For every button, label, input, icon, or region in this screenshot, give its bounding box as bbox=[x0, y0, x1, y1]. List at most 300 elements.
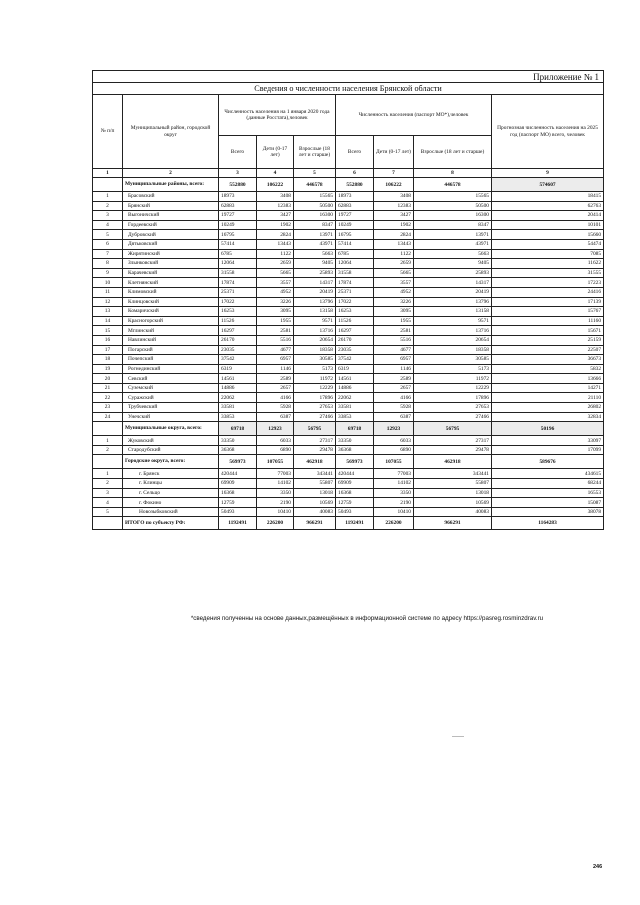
row-value: 4166 bbox=[257, 393, 294, 403]
row-value: 420444 bbox=[219, 469, 257, 479]
table-row bbox=[93, 268, 604, 278]
row-value: 4166 bbox=[374, 393, 414, 403]
row-value: 4677 bbox=[257, 345, 294, 355]
column-number: 7 bbox=[374, 169, 414, 178]
row-value: 13971 bbox=[294, 230, 336, 240]
row-value: 33350 bbox=[219, 436, 257, 446]
row-name: Мглинский bbox=[123, 326, 219, 336]
table-row bbox=[93, 249, 604, 259]
row-value: 17896 bbox=[414, 393, 492, 403]
row-value: 27466 bbox=[414, 412, 492, 422]
scan-artifact bbox=[452, 736, 464, 737]
row-value: 16253 bbox=[219, 307, 257, 317]
row-value: 62883 bbox=[336, 201, 374, 211]
row-label: Муниципальные районы, всего: bbox=[123, 178, 219, 192]
row-value: 15671 bbox=[492, 326, 604, 336]
row-value: 12759 bbox=[336, 498, 374, 508]
row-value: 552880 bbox=[336, 178, 374, 192]
table-row bbox=[93, 239, 604, 249]
row-value: 25371 bbox=[336, 287, 374, 297]
row-value: 23035 bbox=[336, 345, 374, 355]
row-value: 22062 bbox=[219, 393, 257, 403]
row-value: 14317 bbox=[414, 278, 492, 288]
row-value: 5516 bbox=[374, 335, 414, 345]
header-children-passport: Дети (0-17 лет) bbox=[374, 136, 414, 169]
table-row bbox=[93, 220, 604, 230]
header-group-passport: Численность населения (паспорт МО*),человек bbox=[336, 95, 492, 136]
row-value: 13796 bbox=[294, 297, 336, 307]
row-value: 16795 bbox=[336, 230, 374, 240]
table-row bbox=[93, 498, 604, 508]
row-value: 10569 bbox=[414, 498, 492, 508]
row-name: г. Клинцы bbox=[123, 479, 219, 489]
column-number: 3 bbox=[219, 169, 257, 178]
header-num: № п/п bbox=[93, 95, 123, 169]
row-name: Трубчевский bbox=[123, 403, 219, 413]
table-row bbox=[93, 230, 604, 240]
row-number: 22 bbox=[93, 393, 123, 403]
row-value: 13443 bbox=[374, 239, 414, 249]
table-row bbox=[93, 287, 604, 297]
row-number: 10 bbox=[93, 278, 123, 288]
row-value: 107055 bbox=[374, 455, 414, 469]
row-value: 3557 bbox=[374, 278, 414, 288]
appendix-label: Приложение № 1 bbox=[93, 71, 604, 83]
row-label: Городские округа, всего: bbox=[123, 455, 219, 469]
row-value: 3350 bbox=[257, 488, 294, 498]
row-value: 40083 bbox=[294, 507, 336, 517]
row-number bbox=[93, 178, 123, 192]
row-value: 27653 bbox=[414, 403, 492, 413]
table-row bbox=[93, 469, 604, 479]
row-value: 5665 bbox=[374, 268, 414, 278]
row-value: 69718 bbox=[219, 422, 257, 436]
row-value: 18358 bbox=[294, 345, 336, 355]
row-value: 14561 bbox=[219, 374, 257, 384]
row-value: 6890 bbox=[257, 445, 294, 455]
row-value: 3095 bbox=[374, 307, 414, 317]
row-value: 25893 bbox=[414, 268, 492, 278]
table-row bbox=[93, 259, 604, 269]
row-value: 16368 bbox=[336, 488, 374, 498]
row-name: Клетнянский bbox=[123, 278, 219, 288]
row-number: 2 bbox=[93, 445, 123, 455]
row-label: Муниципальные округа, всего: bbox=[123, 422, 219, 436]
row-value: 13158 bbox=[294, 307, 336, 317]
row-value: 3557 bbox=[257, 278, 294, 288]
row-value: 12383 bbox=[374, 201, 414, 211]
row-name: Погарский bbox=[123, 345, 219, 355]
row-number: 15 bbox=[93, 326, 123, 336]
row-number: 11 bbox=[93, 287, 123, 297]
row-name: Суражский bbox=[123, 393, 219, 403]
row-value: 50196 bbox=[492, 422, 604, 436]
row-value: 43971 bbox=[294, 239, 336, 249]
row-value: 13716 bbox=[294, 326, 336, 336]
row-value: 13018 bbox=[294, 488, 336, 498]
row-name: Севский bbox=[123, 374, 219, 384]
row-number: 1 bbox=[93, 436, 123, 446]
row-value: 12229 bbox=[414, 383, 492, 393]
row-value: 14317 bbox=[294, 278, 336, 288]
row-value: 57414 bbox=[336, 239, 374, 249]
row-value: 1122 bbox=[374, 249, 414, 259]
page-number: 246 bbox=[593, 864, 603, 870]
row-number: 3 bbox=[93, 488, 123, 498]
row-value: 13018 bbox=[414, 488, 492, 498]
row-value: 1192491 bbox=[219, 517, 257, 530]
row-number: 20 bbox=[93, 374, 123, 384]
row-name: Навлинский bbox=[123, 335, 219, 345]
row-value: 9405 bbox=[414, 259, 492, 269]
row-name: Красногорский bbox=[123, 316, 219, 326]
row-value: 26170 bbox=[219, 335, 257, 345]
table-row bbox=[93, 307, 604, 317]
row-name: Клинцовский bbox=[123, 297, 219, 307]
row-number bbox=[93, 517, 123, 530]
row-value: 14271 bbox=[492, 383, 604, 393]
row-value: 77003 bbox=[374, 469, 414, 479]
row-value: 20419 bbox=[294, 287, 336, 297]
table-row bbox=[93, 436, 604, 446]
column-number: 6 bbox=[336, 169, 374, 178]
column-number: 5 bbox=[294, 169, 336, 178]
row-value: 15565 bbox=[294, 192, 336, 202]
row-value: 22062 bbox=[336, 393, 374, 403]
header-adults-passport: Взрослые (18 лет и старше) bbox=[414, 136, 492, 169]
row-value: 69909 bbox=[219, 479, 257, 489]
row-value: 37542 bbox=[219, 355, 257, 365]
row-value: 20654 bbox=[414, 335, 492, 345]
column-number: 1 bbox=[93, 169, 123, 178]
row-value: 40083 bbox=[414, 507, 492, 517]
row-value: 31555 bbox=[492, 268, 604, 278]
row-value: 9405 bbox=[294, 259, 336, 269]
row-number: 5 bbox=[93, 507, 123, 517]
row-value: 6957 bbox=[257, 355, 294, 365]
row-value: 343441 bbox=[414, 469, 492, 479]
header-children-rosstat: Дети (0-17 лет) bbox=[257, 136, 294, 169]
row-value: 17874 bbox=[219, 278, 257, 288]
row-value: 38078 bbox=[492, 507, 604, 517]
row-value: 17874 bbox=[336, 278, 374, 288]
row-name: Брасовский bbox=[123, 192, 219, 202]
row-number: 23 bbox=[93, 403, 123, 413]
row-value: 9571 bbox=[414, 316, 492, 326]
table-row bbox=[93, 403, 604, 413]
table-row bbox=[93, 278, 604, 288]
row-value: 14561 bbox=[336, 374, 374, 384]
row-value: 12383 bbox=[257, 201, 294, 211]
row-value: 16795 bbox=[219, 230, 257, 240]
row-value: 10569 bbox=[294, 498, 336, 508]
column-number: 2 bbox=[123, 169, 219, 178]
row-name: Дубровский bbox=[123, 230, 219, 240]
header-group-rosstat: Численность населения на 1 января 2020 года (данные Росстата),человек bbox=[219, 95, 336, 136]
row-value: 12759 bbox=[219, 498, 257, 508]
table-row bbox=[93, 211, 604, 221]
row-name: Злынковский bbox=[123, 259, 219, 269]
row-value: 5663 bbox=[414, 249, 492, 259]
row-value: 15767 bbox=[492, 307, 604, 317]
row-value: 1146 bbox=[257, 364, 294, 374]
row-value: 5928 bbox=[374, 403, 414, 413]
row-value: 36368 bbox=[336, 445, 374, 455]
row-value: 11526 bbox=[219, 316, 257, 326]
header-total-passport: Всего bbox=[336, 136, 374, 169]
row-value: 552880 bbox=[219, 178, 257, 192]
row-number: 2 bbox=[93, 201, 123, 211]
row-value: 26802 bbox=[492, 403, 604, 413]
row-value: 33581 bbox=[219, 403, 257, 413]
row-value: 17022 bbox=[336, 297, 374, 307]
row-value: 62763 bbox=[492, 201, 604, 211]
row-value: 15660 bbox=[492, 230, 604, 240]
row-value: 226200 bbox=[374, 517, 414, 530]
row-value: 14886 bbox=[219, 383, 257, 393]
row-name: Жирятинский bbox=[123, 249, 219, 259]
row-value: 25893 bbox=[294, 268, 336, 278]
row-value: 2190 bbox=[257, 498, 294, 508]
row-number: 14 bbox=[93, 316, 123, 326]
row-value: 56795 bbox=[294, 422, 336, 436]
row-name: Стародубский bbox=[123, 445, 219, 455]
row-value: 13158 bbox=[414, 307, 492, 317]
row-name: г. Брянск bbox=[123, 469, 219, 479]
row-value: 2824 bbox=[374, 230, 414, 240]
row-value: 16300 bbox=[414, 211, 492, 221]
row-value: 19727 bbox=[336, 211, 374, 221]
row-name: Дятьковский bbox=[123, 239, 219, 249]
row-value: 27653 bbox=[294, 403, 336, 413]
column-number: 9 bbox=[492, 169, 604, 178]
row-value: 15087 bbox=[492, 498, 604, 508]
row-name: Климовский bbox=[123, 287, 219, 297]
row-number: 1 bbox=[93, 469, 123, 479]
table-row bbox=[93, 297, 604, 307]
row-value: 2659 bbox=[374, 259, 414, 269]
row-value: 15565 bbox=[414, 192, 492, 202]
table-row bbox=[93, 488, 604, 498]
row-value: 107055 bbox=[257, 455, 294, 469]
row-value: 12923 bbox=[257, 422, 294, 436]
row-number bbox=[93, 455, 123, 469]
row-value: 31558 bbox=[336, 268, 374, 278]
row-value: 6785 bbox=[219, 249, 257, 259]
row-value: 21110 bbox=[492, 393, 604, 403]
row-value: 62883 bbox=[219, 201, 257, 211]
row-value: 574607 bbox=[492, 178, 604, 192]
row-value: 569973 bbox=[336, 455, 374, 469]
row-value: 1902 bbox=[257, 220, 294, 230]
row-number: 12 bbox=[93, 297, 123, 307]
row-value: 33853 bbox=[336, 412, 374, 422]
row-value: 18973 bbox=[336, 192, 374, 202]
row-value: 20654 bbox=[294, 335, 336, 345]
row-value: 6785 bbox=[336, 249, 374, 259]
municipal-okrug-total-row bbox=[93, 422, 604, 436]
row-value: 1955 bbox=[257, 316, 294, 326]
row-value: 50500 bbox=[294, 201, 336, 211]
row-value: 1146 bbox=[374, 364, 414, 374]
row-value: 434615 bbox=[492, 469, 604, 479]
row-value: 12064 bbox=[219, 259, 257, 269]
row-value: 11622 bbox=[492, 259, 604, 269]
row-value: 2190 bbox=[374, 498, 414, 508]
row-value: 14102 bbox=[257, 479, 294, 489]
row-value: 226200 bbox=[257, 517, 294, 530]
row-value: 13796 bbox=[414, 297, 492, 307]
row-value: 2589 bbox=[374, 374, 414, 384]
row-number: 7 bbox=[93, 249, 123, 259]
row-value: 24416 bbox=[492, 287, 604, 297]
row-value: 10249 bbox=[336, 220, 374, 230]
row-value: 2589 bbox=[257, 374, 294, 384]
row-number: 4 bbox=[93, 498, 123, 508]
row-value: 18415 bbox=[492, 192, 604, 202]
row-number: 5 bbox=[93, 230, 123, 240]
row-value: 33097 bbox=[492, 436, 604, 446]
row-value: 18358 bbox=[414, 345, 492, 355]
row-value: 30585 bbox=[414, 355, 492, 365]
row-value: 5173 bbox=[294, 364, 336, 374]
row-value: 11972 bbox=[294, 374, 336, 384]
row-value: 1164283 bbox=[492, 517, 604, 530]
table-row bbox=[93, 374, 604, 384]
column-number-row bbox=[93, 169, 604, 178]
row-value: 16297 bbox=[219, 326, 257, 336]
row-value: 13716 bbox=[414, 326, 492, 336]
row-value: 69718 bbox=[336, 422, 374, 436]
row-value: 14886 bbox=[336, 383, 374, 393]
row-value: 6033 bbox=[374, 436, 414, 446]
row-value: 10249 bbox=[219, 220, 257, 230]
row-value: 31558 bbox=[219, 268, 257, 278]
grand-total-row bbox=[93, 517, 604, 530]
table-row bbox=[93, 445, 604, 455]
row-name: Унечский bbox=[123, 412, 219, 422]
row-value: 106222 bbox=[257, 178, 294, 192]
row-number: 3 bbox=[93, 211, 123, 221]
row-name: Рогнединский bbox=[123, 364, 219, 374]
row-value: 2657 bbox=[257, 383, 294, 393]
row-value: 30585 bbox=[294, 355, 336, 365]
row-value: 69909 bbox=[336, 479, 374, 489]
row-value: 13443 bbox=[257, 239, 294, 249]
row-value: 33350 bbox=[336, 436, 374, 446]
table-row bbox=[93, 201, 604, 211]
row-value: 11972 bbox=[414, 374, 492, 384]
row-value: 11160 bbox=[492, 316, 604, 326]
row-value: 43971 bbox=[414, 239, 492, 249]
row-value: 17022 bbox=[219, 297, 257, 307]
row-value: 6387 bbox=[374, 412, 414, 422]
row-value: 50493 bbox=[336, 507, 374, 517]
row-number: 21 bbox=[93, 383, 123, 393]
row-value: 18973 bbox=[219, 192, 257, 202]
row-value: 32834 bbox=[492, 412, 604, 422]
row-name: Карачевский bbox=[123, 268, 219, 278]
row-value: 10101 bbox=[492, 220, 604, 230]
row-value: 16553 bbox=[492, 488, 604, 498]
row-value: 1902 bbox=[374, 220, 414, 230]
row-value: 13971 bbox=[414, 230, 492, 240]
row-value: 4952 bbox=[257, 287, 294, 297]
row-value: 36673 bbox=[492, 355, 604, 365]
row-value: 6890 bbox=[374, 445, 414, 455]
row-name: Комаричский bbox=[123, 307, 219, 317]
row-value: 26170 bbox=[336, 335, 374, 345]
row-value: 420444 bbox=[336, 469, 374, 479]
row-value: 6319 bbox=[219, 364, 257, 374]
row-value: 6387 bbox=[257, 412, 294, 422]
header-group-forecast: Прогнозная численность населения на 2025 год (паспорт МО) всего, человек bbox=[492, 95, 604, 169]
row-value: 343441 bbox=[294, 469, 336, 479]
row-value: 2581 bbox=[257, 326, 294, 336]
population-table bbox=[92, 70, 604, 530]
row-label: ИТОГО по субъекту РФ: bbox=[123, 517, 219, 530]
row-name: Выгоничский bbox=[123, 211, 219, 221]
row-value: 16253 bbox=[336, 307, 374, 317]
row-value: 106222 bbox=[374, 178, 414, 192]
row-value: 54474 bbox=[492, 239, 604, 249]
row-value: 25159 bbox=[492, 335, 604, 345]
row-number: 1 bbox=[93, 192, 123, 202]
row-value: 966291 bbox=[294, 517, 336, 530]
table-row bbox=[93, 355, 604, 365]
row-value: 33581 bbox=[336, 403, 374, 413]
row-value: 19727 bbox=[219, 211, 257, 221]
table-row bbox=[93, 335, 604, 345]
row-value: 23035 bbox=[219, 345, 257, 355]
row-value: 57414 bbox=[219, 239, 257, 249]
row-value: 2824 bbox=[257, 230, 294, 240]
row-value: 55807 bbox=[294, 479, 336, 489]
table-row bbox=[93, 507, 604, 517]
row-value: 17139 bbox=[492, 297, 604, 307]
row-value: 68244 bbox=[492, 479, 604, 489]
row-value: 29478 bbox=[414, 445, 492, 455]
row-value: 3350 bbox=[374, 488, 414, 498]
row-value: 16368 bbox=[219, 488, 257, 498]
urban-total-row bbox=[93, 455, 604, 469]
row-value: 1192491 bbox=[336, 517, 374, 530]
row-value: 5665 bbox=[257, 268, 294, 278]
row-value: 14102 bbox=[374, 479, 414, 489]
row-value: 2659 bbox=[257, 259, 294, 269]
row-value: 29478 bbox=[294, 445, 336, 455]
row-value: 56795 bbox=[414, 422, 492, 436]
row-number: 9 bbox=[93, 268, 123, 278]
row-value: 2657 bbox=[374, 383, 414, 393]
row-value: 10410 bbox=[257, 507, 294, 517]
row-value: 5663 bbox=[294, 249, 336, 259]
table-row bbox=[93, 364, 604, 374]
row-value: 20414 bbox=[492, 211, 604, 221]
row-number: 24 bbox=[93, 412, 123, 422]
row-value: 12229 bbox=[294, 383, 336, 393]
row-name: Брянский bbox=[123, 201, 219, 211]
row-name: Жуковский bbox=[123, 436, 219, 446]
row-value: 4677 bbox=[374, 345, 414, 355]
row-value: 13666 bbox=[492, 374, 604, 384]
row-value: 462918 bbox=[294, 455, 336, 469]
row-value: 20419 bbox=[414, 287, 492, 297]
row-value: 50500 bbox=[414, 201, 492, 211]
row-value: 446578 bbox=[414, 178, 492, 192]
row-value: 6033 bbox=[257, 436, 294, 446]
row-number: 4 bbox=[93, 220, 123, 230]
